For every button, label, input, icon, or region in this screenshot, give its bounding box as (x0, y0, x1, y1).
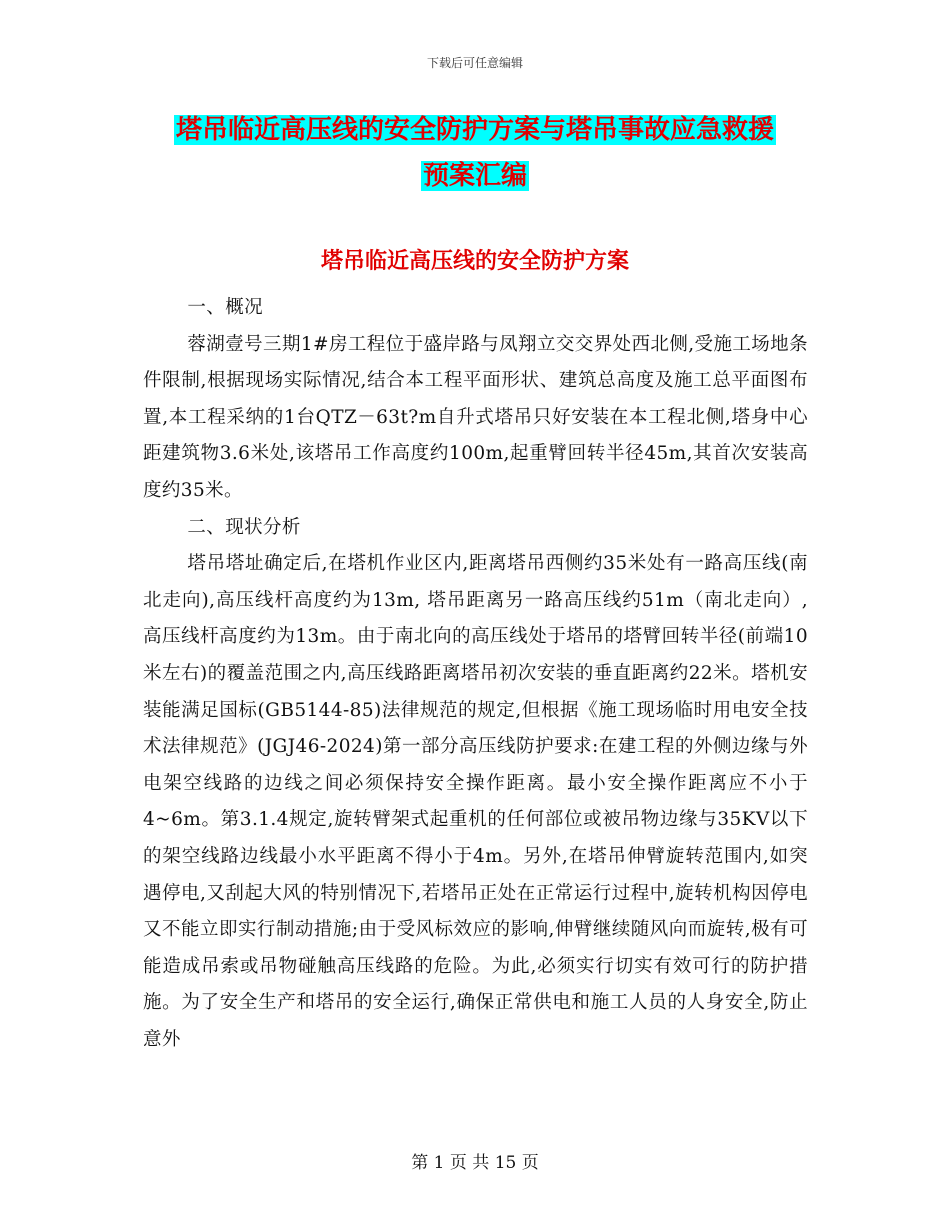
paragraph-overview: 蓉湖壹号三期1#房工程位于盛岸路与凤翔立交交界处西北侧,受施工场地条件限制,根据现场实际情况,结合本工程平面形状、建筑总高度及施工总平面图布置,本工程采纳的1台QTZ－63t?m自升式塔吊只好安装在本工程北侧,塔身中心距建筑物3.6米处,该塔吊工作高度约100m,起重臂回转半径45m,其首次安装高度约35米。 (143, 333, 808, 501)
section-title: 塔吊临近高压线的安全防护方案 (320, 248, 629, 274)
page-footer: 第 1 页 共 15 页 (411, 1153, 539, 1173)
title-line-2-text: 预案汇编 (422, 161, 527, 191)
paragraph-analysis: 塔吊塔址确定后,在塔机作业区内,距离塔吊西侧约35米处有一路高压线(南北走向),高压线杆高度约为13m, 塔吊距离另一路高压线约51m（南北走向）, 高压线杆高度约为13m。由于南北向的高压线处于塔吊的塔臂回转半径(前端10米左右)的覆盖范围之内,高压线路距离塔吊初次安装的垂直距离约22米。塔机安装能满足国标(GB5144-85)法律规范的规定,但根据《施工现场临时用电安全技术法律规范》(JGJ46-2024)第一部分高压线防护要求:在建工程的外侧边缘与外电架空线路的边线之间必须保持安全操作距离。最小安全操作距离应不小于4~6m。第3.1.4规定,旋转臂架式起重机的任何部位或被吊物边缘与35KV以下的架空线路边线最小水平距离不得小于4m。另外,在塔吊伸臂旋转范围内,如突遇停电,又刮起大风的特别情况下,若塔吊正处在正常运行过程中,旋转机构因停电又不能立即实行制动措施;由于受风标效应的影响,伸臂继续随风向而旋转,极有可能造成吊索或吊物碰触高压线路的危险。为此,必须实行切实有效可行的防护措施。为了安全生产和塔吊的安全运行,确保正常供电和施工人员的人身安全,防止意外 (143, 553, 808, 1050)
section-heading-overview: 一、概况 (187, 297, 263, 318)
header-note: 下载后可任意编辑 (426, 56, 523, 70)
title-line-1-text: 塔吊临近高压线的安全防护方案与塔吊事故应急救援 (175, 115, 774, 145)
document-title-line-1 (0, 108, 950, 152)
document-title-line-2 (0, 154, 950, 198)
document-body (143, 290, 808, 1058)
section-heading-analysis: 二、现状分析 (187, 516, 301, 538)
